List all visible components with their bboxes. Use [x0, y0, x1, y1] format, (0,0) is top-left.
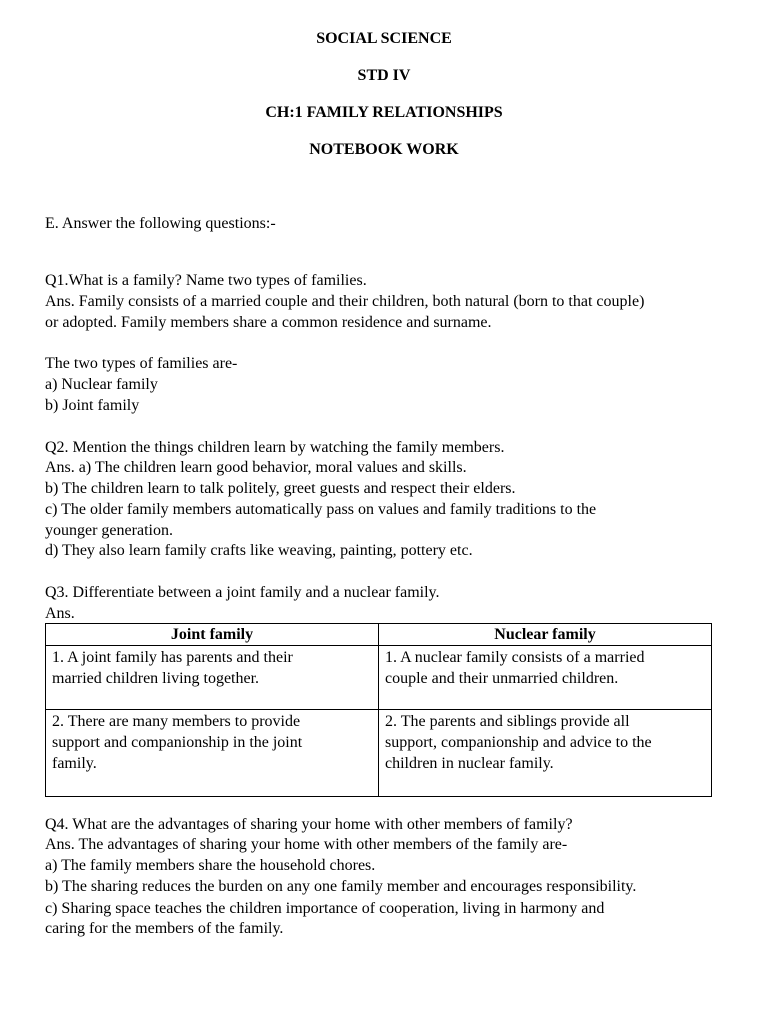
- q2-answer-b: b) The children learn to talk politely, greet guests and respect their elders.: [45, 480, 516, 497]
- q1-type-b: b) Joint family: [45, 397, 140, 414]
- q2-answer-d: d) They also learn family crafts like weaving, painting, pottery etc.: [45, 542, 473, 559]
- q2-question: Q2. Mention the things children learn by watching the family members.: [45, 439, 505, 456]
- q4-answer-intro: Ans. The advantages of sharing your home with other members of the family are-: [45, 836, 568, 853]
- q4-answer-b: b) The sharing reduces the burden on any one family member and encourages responsibility.: [45, 878, 637, 895]
- cell-line: 1. A nuclear family consists of a married: [385, 649, 645, 666]
- nuclear-family-cell: [379, 646, 712, 710]
- table-row: [46, 646, 712, 710]
- q3-answer-label: Ans.: [45, 605, 75, 622]
- joint-family-header: Joint family: [46, 624, 379, 646]
- q2-answer-c-line-1: c) The older family members automatically pass on values and family traditions to the: [45, 501, 597, 518]
- subject-heading: SOCIAL SCIENCE: [316, 30, 452, 47]
- cell-line: 2. There are many members to provide: [52, 713, 301, 730]
- q2-answer-c-line-2: younger generation.: [45, 522, 173, 539]
- cell-line: couple and their unmarried children.: [385, 670, 619, 687]
- cell-line: support, companionship and advice to the: [385, 734, 652, 751]
- table-header-row: [46, 624, 712, 646]
- cell-line: 2. The parents and siblings provide all: [385, 713, 630, 730]
- q4-answer-c-line-2: caring for the members of the family.: [45, 920, 284, 937]
- cell-line: family.: [52, 755, 97, 772]
- comparison-table: [45, 623, 712, 797]
- q1-answer-line-2: or adopted. Family members share a common residence and surname.: [45, 314, 492, 331]
- cell-line: 1. A joint family has parents and their: [52, 649, 293, 666]
- q1-types-intro: The two types of families are-: [45, 355, 238, 372]
- table-row: [46, 710, 712, 797]
- nuclear-family-cell: [379, 710, 712, 797]
- section-instruction: E. Answer the following questions:-: [45, 215, 276, 232]
- joint-family-cell: [46, 710, 379, 797]
- work-type-heading: NOTEBOOK WORK: [309, 141, 459, 158]
- q4-answer-c-line-1: c) Sharing space teaches the children importance of cooperation, living in harmony and: [45, 900, 605, 917]
- q2-answer-a: Ans. a) The children learn good behavior, moral values and skills.: [45, 459, 467, 476]
- q4-question: Q4. What are the advantages of sharing your home with other members of family?: [45, 816, 573, 833]
- q1-question: Q1.What is a family? Name two types of families.: [45, 272, 367, 289]
- q1-answer-line-1: Ans. Family consists of a married couple and their children, both natural (born to that couple): [45, 293, 645, 310]
- chapter-heading: CH:1 FAMILY RELATIONSHIPS: [265, 104, 503, 121]
- nuclear-family-header: Nuclear family: [379, 624, 712, 646]
- cell-line: support and companionship in the joint: [52, 734, 303, 751]
- cell-line: children in nuclear family.: [385, 755, 554, 772]
- grade-heading: STD IV: [357, 67, 411, 84]
- q4-answer-a: a) The family members share the household chores.: [45, 857, 376, 874]
- cell-line: married children living together.: [52, 670, 260, 687]
- joint-family-cell: [46, 646, 379, 710]
- q1-type-a: a) Nuclear family: [45, 376, 158, 393]
- q3-question: Q3. Differentiate between a joint family and a nuclear family.: [45, 584, 440, 601]
